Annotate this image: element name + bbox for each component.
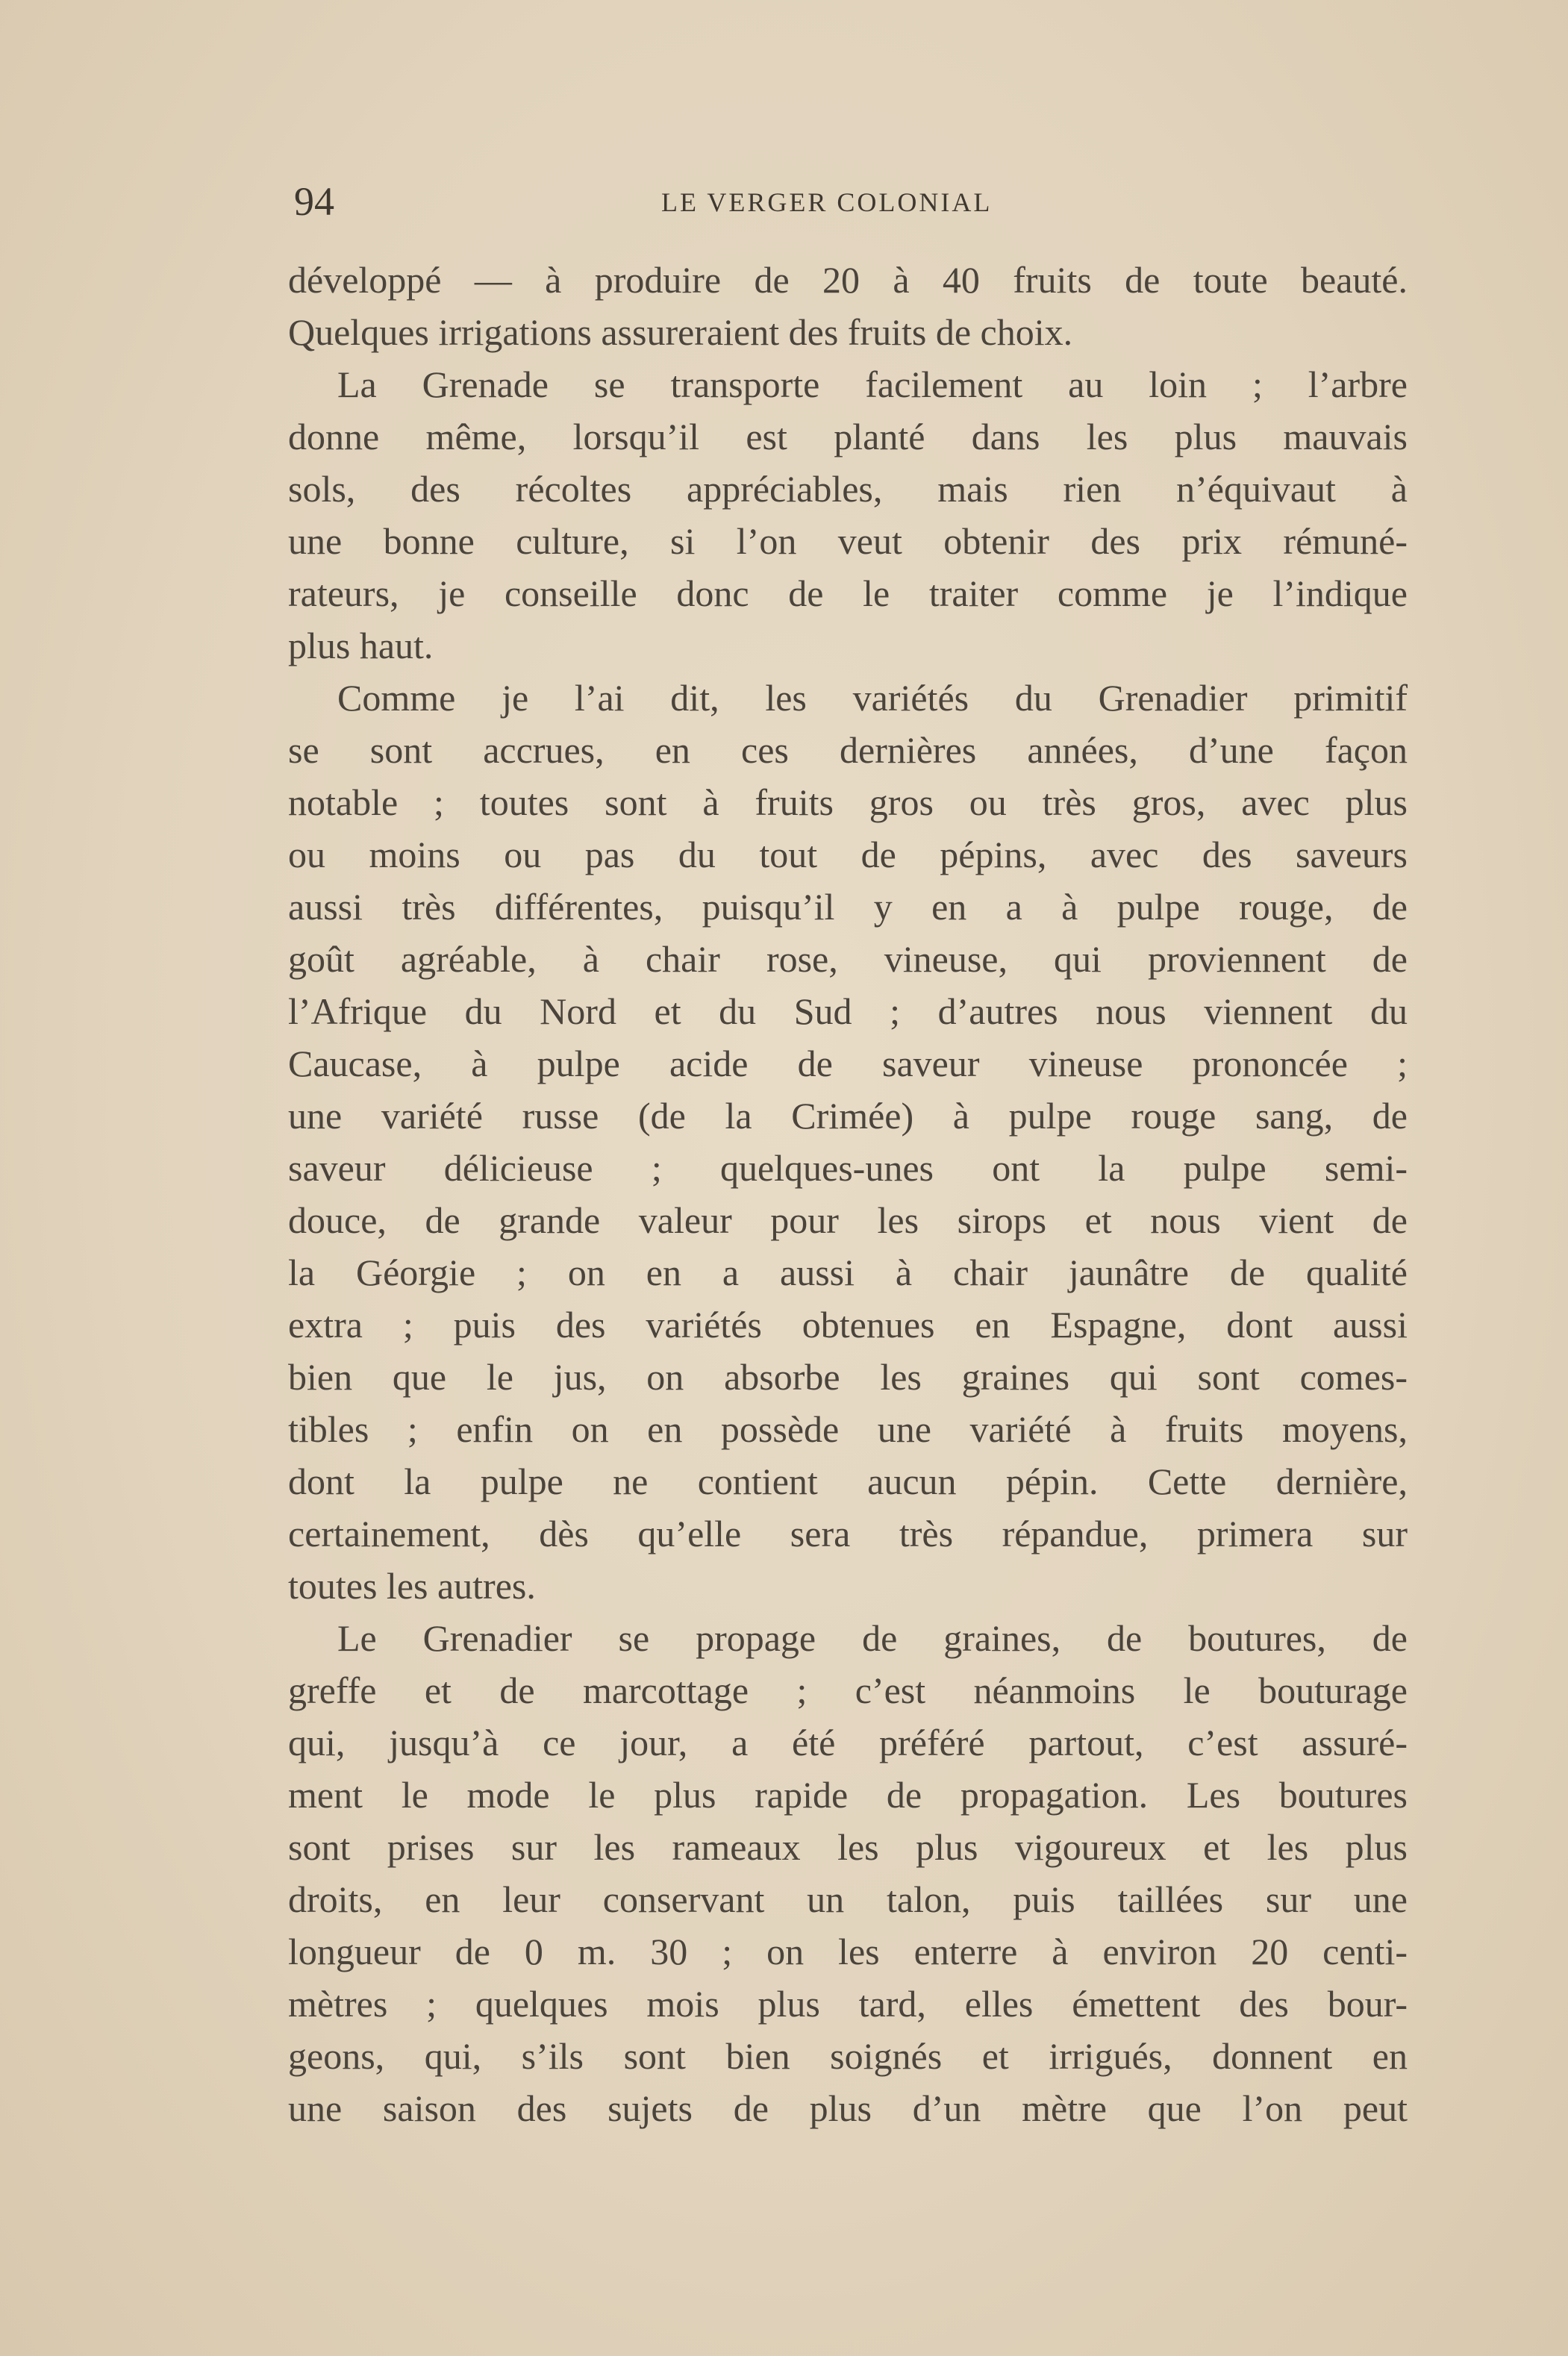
text-line: certainement, dès qu’elle sera très répandue, primera sur: [288, 1513, 1408, 1554]
page-header: [288, 173, 1408, 233]
text-line: Comme je l’ai dit, les variétés du Grenadier primitif: [337, 677, 1408, 719]
text-line: une bonne culture, si l’on veut obtenir des prix rémuné-: [288, 520, 1408, 562]
text-line: douce, de grande valeur pour les sirops et nous vient de: [288, 1199, 1408, 1241]
text-line: longueur de 0 m. 30 ; on les enterre à environ 20 centi-: [288, 1931, 1408, 1972]
text-line: La Grenade se transporte facilement au loin ; l’arbre: [337, 363, 1408, 405]
text-line: droits, en leur conservant un talon, puis taillées sur une: [288, 1878, 1408, 1920]
text-line: l’Afrique du Nord et du Sud ; d’autres nous viennent du: [288, 990, 1408, 1032]
text-line: Quelques irrigations assureraient des fruits de choix.: [288, 311, 1073, 353]
text-line: mètres ; quelques mois plus tard, elles émettent des bour-: [288, 1983, 1408, 2025]
text-line: se sont accrues, en ces dernières années, d’une façon: [288, 729, 1408, 771]
text-line: sont prises sur les rameaux les plus vigoureux et les plus: [288, 1826, 1408, 1868]
text-line: une saison des sujets de plus d’un mètre que l’on peut: [288, 2087, 1408, 2129]
text-line: tibles ; enfin on en possède une variété à fruits moyens,: [288, 1408, 1408, 1450]
text-line: notable ; toutes sont à fruits gros ou très gros, avec plus: [288, 781, 1408, 823]
text-line: Le Grenadier se propage de graines, de boutures, de: [337, 1617, 1408, 1659]
text-line: ou moins ou pas du tout de pépins, avec des saveurs: [288, 834, 1408, 875]
text-line: Caucase, à pulpe acide de saveur vineuse prononcée ;: [288, 1043, 1408, 1084]
page-number: 94: [294, 179, 334, 224]
text-line: greffe et de marcottage ; c’est néanmoins le bouturage: [288, 1669, 1408, 1711]
text-line: la Géorgie ; on en a aussi à chair jaunâtre de qualité: [288, 1252, 1408, 1293]
text-line: extra ; puis des variétés obtenues en Espagne, dont aussi: [288, 1304, 1408, 1346]
text-line: qui, jusqu’à ce jour, a été préféré partout, c’est assuré-: [288, 1722, 1408, 1763]
text-line: développé — à produire de 20 à 40 fruits de toute beauté.: [288, 259, 1408, 301]
text-line: aussi très différentes, puisqu’il y en a à pulpe rouge, de: [288, 886, 1408, 928]
text-line: dont la pulpe ne contient aucun pépin. Cette dernière,: [288, 1460, 1408, 1502]
text-line: ment le mode le plus rapide de propagation. Les boutures: [288, 1774, 1408, 1816]
text-line: donne même, lorsqu’il est planté dans les plus mauvais: [288, 416, 1408, 457]
body-text: [288, 254, 1408, 2134]
text-line: bien que le jus, on absorbe les graines qui sont comes-: [288, 1356, 1408, 1398]
text-line: plus haut.: [288, 625, 434, 666]
running-title: LE VERGER COLONIAL: [661, 187, 993, 217]
text-line: toutes les autres.: [288, 1565, 536, 1607]
text-line: une variété russe (de la Crimée) à pulpe rouge sang, de: [288, 1095, 1408, 1137]
text-line: geons, qui, s’ils sont bien soignés et irrigués, donnent en: [288, 2035, 1408, 2077]
text-line: goût agréable, à chair rose, vineuse, qui proviennent de: [288, 938, 1408, 980]
text-line: sols, des récoltes appréciables, mais rien n’équivaut à: [288, 468, 1408, 510]
text-line: saveur délicieuse ; quelques-unes ont la pulpe semi-: [288, 1147, 1408, 1189]
text-line: rateurs, je conseille donc de le traiter comme je l’indique: [288, 572, 1408, 614]
